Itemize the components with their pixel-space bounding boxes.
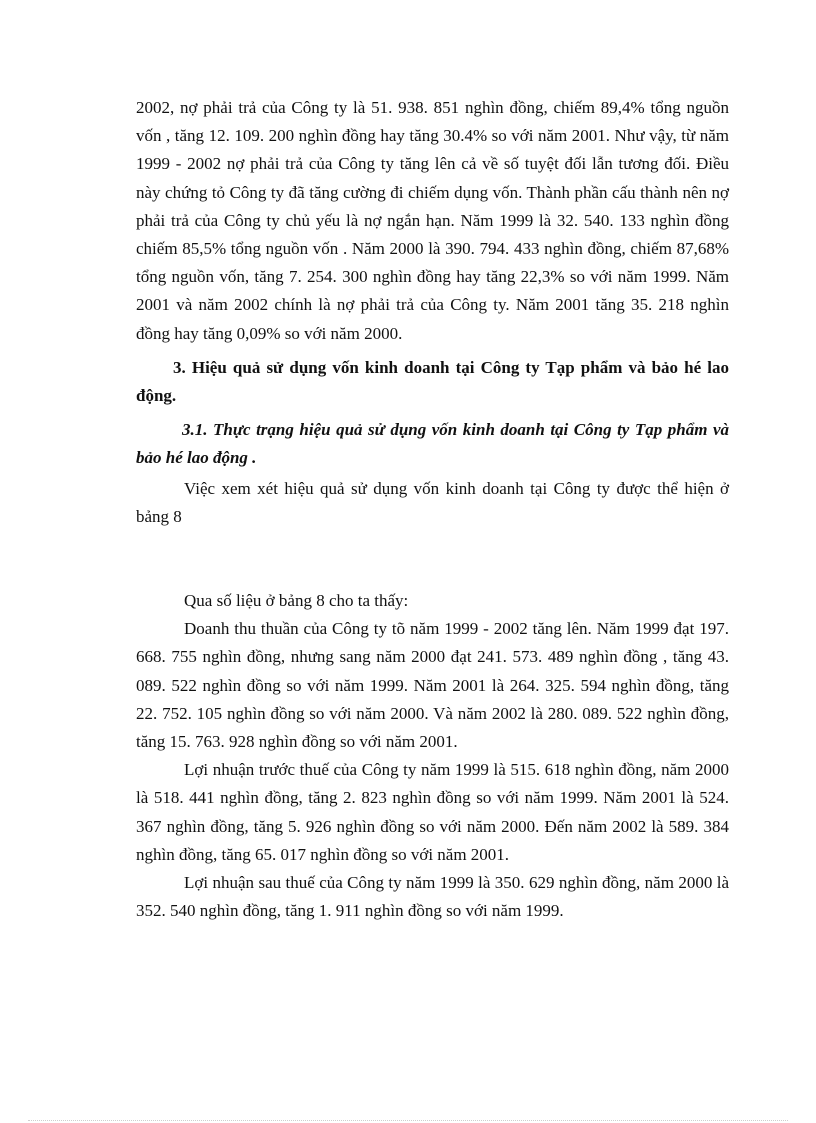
subsection-heading: 3.1. Thực trạng hiệu quả sử dụng vốn kinh doanh tại Công ty Tạp phẩm và bảo hé lao động . — [136, 420, 729, 468]
section-heading: 3. Hiệu quả sử dụng vốn kinh doanh tại Công ty Tạp phẩm và bảo hé lao động. — [136, 357, 729, 406]
paragraph-profit-after-tax: Lợi nhuận sau thuế của Công ty năm 1999 là 350. 629 nghìn đồng, năm 2000 là 352. 540 nghìn đồng, tăng 1. 911 nghìn đồng so với năm 1999. — [136, 873, 729, 921]
paragraph-intro: Việc xem xét hiệu quả sử dụng vốn kinh doanh tại Công ty được thể hiện ở bảng 8 — [136, 478, 729, 526]
page-bottom-divider — [28, 1120, 788, 1121]
paragraph-observation: Qua số liệu ở bảng 8 cho ta thấy: — [184, 591, 409, 611]
paragraph-debt-analysis: 2002, nợ phải trả của Công ty là 51. 938. 851 nghìn đồng, chiếm 89,4% tổng nguồn vốn , tăng 12. 109. 200 nghìn đồng hay tăng 30.4% so với năm 2001. Như vậy, từ năm 1999 - 2002 nợ phải trả của Công ty tăng lên cả về số tuyệt đối lẫn tương đối. Điều này chứng tỏ Công ty đã tăng cường đi chiếm dụng vốn. Thành phần cấu thành nên nợ phải trả của Công ty chủ yếu là nợ ngắn hạn. Năm 1999 là 32. 540. 133 nghìn đồng chiếm 85,5% tổng nguồn vốn . Năm 2000 là 390. 794. 433 nghìn đồng, chiếm 87,68% tổng nguồn vốn, tăng 7. 254. 300 nghìn đồng hay tăng 22,3% so với năm 1999. Năm 2001 và năm 2002 chính là nợ phải trả của Công ty. Năm 2001 tăng 35. 218 nghìn đồng hay tăng 0,09% so với năm 2000. — [136, 98, 729, 343]
paragraph-profit-before-tax: Lợi nhuận trước thuế của Công ty năm 1999 là 515. 618 nghìn đồng, năm 2000 là 518. 441 nghìn đồng, tăng 2. 823 nghìn đồng so với năm 1999. Năm 2001 là 524. 367 nghìn đồng, tăng 5. 926 nghìn đồng so với năm 2000. Đến năm 2002 là 589. 384 nghìn đồng, tăng 65. 017 nghìn đồng so với năm 2001. — [136, 760, 729, 864]
paragraph-revenue: Doanh thu thuần của Công ty tõ năm 1999 - 2002 tăng lên. Năm 1999 đạt 197. 668. 755 nghìn đồng, nhưng sang năm 2000 đạt 241. 573. 489 nghìn đồng , tăng 43. 089. 522 nghìn đồng so với năm 1999. Năm 2001 là 264. 325. 594 nghìn đồng, tăng 22. 752. 105 nghìn đồng so với năm 2000. Và năm 2002 là 280. 089. 522 nghìn đồng, tăng 15. 763. 928 nghìn đồng so với năm 2001. — [136, 619, 729, 752]
table-placeholder-gap — [136, 531, 729, 587]
document-body — [136, 94, 729, 925]
